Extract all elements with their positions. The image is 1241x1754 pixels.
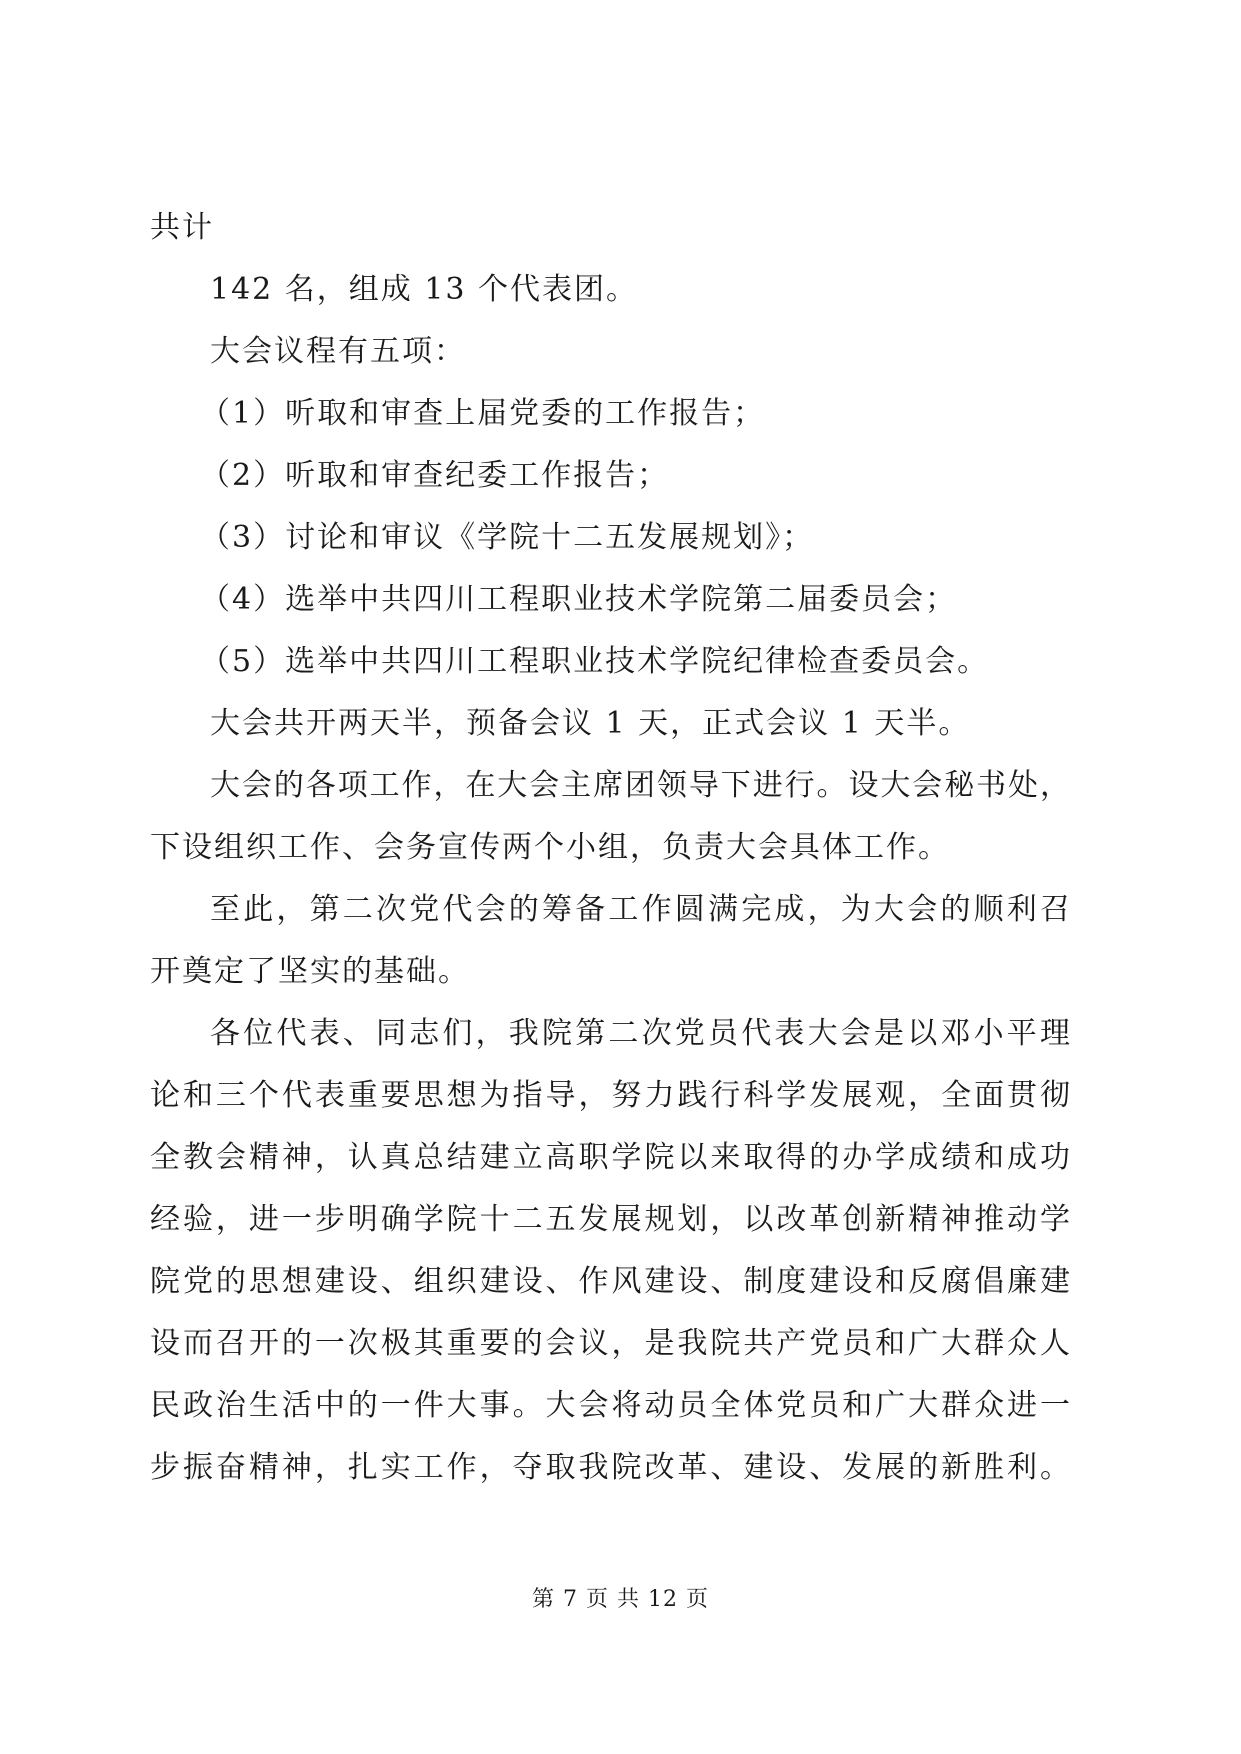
text-line: 大会共开两天半，预备会议 1 天，正式会议 1 天半。: [210, 706, 971, 741]
text-line: 共计: [150, 210, 214, 245]
text-line: 论和三个代表重要思想为指导，努力践行科学发展观，全面贯彻: [150, 1078, 1070, 1113]
text-line: 下设组织工作、会务宣传两个小组，负责大会具体工作。: [150, 830, 950, 865]
text-line: 全教会精神，认真总结建立高职学院以来取得的办学成绩和成功: [150, 1140, 1070, 1175]
list-item: （1）听取和审查上届党委的工作报告；: [200, 396, 766, 431]
text-line: 142 名，组成 13 个代表团。: [210, 272, 639, 307]
text-line: 步振奋精神，扎实工作，夺取我院改革、建设、发展的新胜利。: [150, 1450, 1070, 1485]
list-item: （2）听取和审查纪委工作报告；: [200, 458, 670, 493]
list-item: （5）选举中共四川工程职业技术学院纪律检查委员会。: [200, 644, 990, 679]
text-line: 经验，进一步明确学院十二五发展规划，以改革创新精神推动学: [150, 1202, 1070, 1237]
page-number-footer: 第 7 页 共 12 页: [532, 1587, 709, 1612]
text-line: 设而召开的一次极其重要的会议，是我院共产党员和广大群众人: [150, 1326, 1070, 1361]
text-line: 各位代表、同志们，我院第二次党员代表大会是以邓小平理: [210, 1016, 1070, 1051]
text-line: 开奠定了坚实的基础。: [150, 954, 470, 989]
text-line: 院党的思想建设、组织建设、作风建设、制度建设和反腐倡廉建: [150, 1264, 1070, 1299]
text-line: 至此，第二次党代会的筹备工作圆满完成，为大会的顺利召: [210, 892, 1070, 927]
text-line: 大会议程有五项：: [210, 334, 466, 369]
text-line: 大会的各项工作，在大会主席团领导下进行。设大会秘书处，: [210, 768, 1070, 803]
list-item: （4）选举中共四川工程职业技术学院第二届委员会；: [200, 582, 958, 617]
text-line: 民政治生活中的一件大事。大会将动员全体党员和广大群众进一: [150, 1388, 1070, 1423]
list-item: （3）讨论和审议《学院十二五发展规划》；: [200, 520, 815, 555]
